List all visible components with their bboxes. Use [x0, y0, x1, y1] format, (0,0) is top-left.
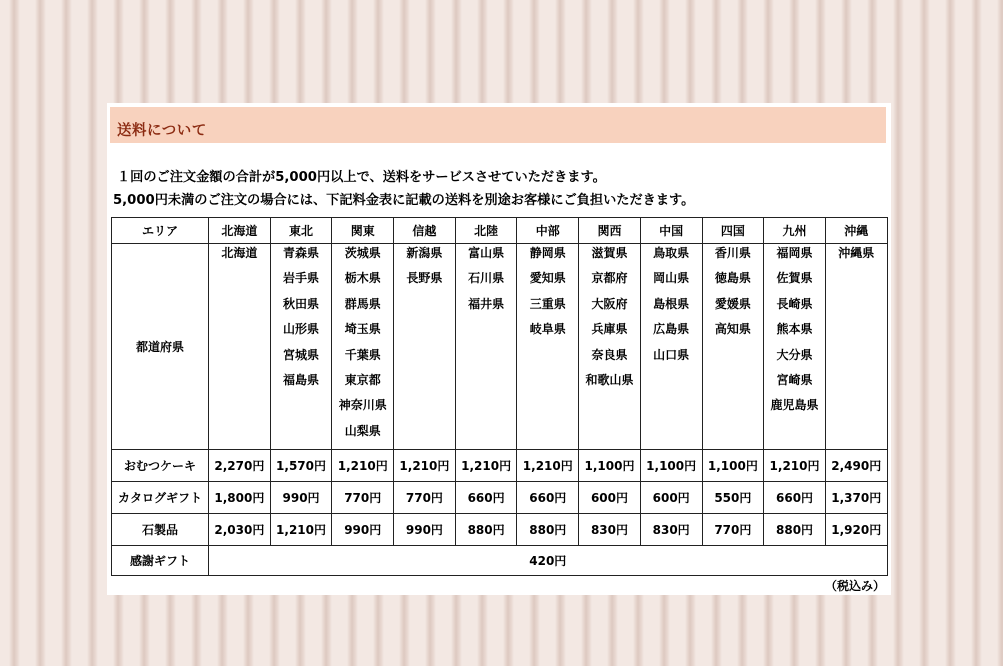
region-header: 中部 [517, 218, 579, 244]
price-cell: 880円 [764, 514, 826, 546]
prefecture-name: 大阪府 [591, 296, 628, 311]
price-cell: 1,210円 [394, 450, 456, 482]
prefecture-list [271, 244, 332, 398]
prefecture-list [394, 244, 455, 297]
prefecture-list [456, 244, 517, 322]
price-cell: 1,800円 [209, 482, 271, 514]
region-header: 九州 [764, 218, 826, 244]
prefecture-list [826, 244, 887, 271]
price-cell: 1,100円 [640, 450, 702, 482]
prefecture-list [703, 244, 764, 348]
prefecture-list [641, 244, 702, 373]
product-label: おむつケーキ [112, 450, 209, 482]
prefecture-name: 福井県 [468, 296, 505, 311]
prefecture-name: 熊本県 [776, 322, 813, 337]
prefecture-label: 都道府県 [112, 244, 209, 450]
prefecture-name: 佐賀県 [776, 271, 813, 286]
prefecture-name: 東京都 [344, 372, 381, 387]
prefecture-name: 福岡県 [776, 246, 813, 260]
price-cell: 1,210円 [270, 514, 332, 546]
prefecture-name: 岐阜県 [529, 322, 566, 337]
tax-included-note: （税込み） [824, 579, 885, 593]
section-heading: 送料について [117, 123, 207, 139]
prefecture-name: 高知県 [714, 322, 751, 337]
price-cell: 990円 [270, 482, 332, 514]
prefecture-list [579, 244, 640, 398]
section-heading-bar [110, 107, 886, 143]
price-cell: 990円 [394, 514, 456, 546]
price-cell: 660円 [517, 482, 579, 514]
prefecture-list [764, 244, 825, 424]
prefecture-name: 富山県 [468, 246, 505, 260]
prefecture-name: 鳥取県 [653, 246, 690, 260]
prefecture-cell [579, 244, 641, 450]
price-cell: 770円 [394, 482, 456, 514]
price-cell: 660円 [455, 482, 517, 514]
region-header: 北海道 [209, 218, 271, 244]
price-cell: 660円 [764, 482, 826, 514]
prefecture-name: 茨城県 [344, 246, 381, 260]
prefecture-name: 愛知県 [529, 271, 566, 286]
prefecture-name: 和歌山県 [585, 372, 634, 387]
prefecture-name: 神奈川県 [338, 398, 387, 413]
region-header: 関東 [332, 218, 394, 244]
price-cell: 550円 [702, 482, 764, 514]
prefecture-row [112, 244, 888, 450]
prefecture-name: 沖縄県 [838, 246, 875, 260]
prefecture-name: 宮崎県 [776, 372, 813, 387]
prefecture-name: 鹿児島県 [770, 398, 819, 413]
price-cell: 770円 [702, 514, 764, 546]
prefecture-name: 徳島県 [714, 271, 751, 286]
price-cell: 600円 [579, 482, 641, 514]
price-row [112, 450, 888, 482]
price-cell: 1,100円 [579, 450, 641, 482]
intro-line-2: 5,000円未満のご注文の場合には、下記料金表に記載の送料を別途お客様にご負担いただきます。 [113, 193, 695, 208]
prefecture-name: 青森県 [283, 246, 320, 260]
prefecture-list [209, 244, 270, 271]
prefecture-name: 兵庫県 [591, 322, 628, 337]
prefecture-name: 秋田県 [283, 296, 320, 311]
region-header: 沖縄 [825, 218, 887, 244]
region-header: 関西 [579, 218, 641, 244]
prefecture-name: 静岡県 [529, 246, 566, 260]
price-cell: 1,210円 [332, 450, 394, 482]
prefecture-name: 長野県 [406, 271, 443, 286]
price-cell: 880円 [455, 514, 517, 546]
region-header: 東北 [270, 218, 332, 244]
prefecture-cell [825, 244, 887, 450]
price-cell: 880円 [517, 514, 579, 546]
price-cell: 1,210円 [764, 450, 826, 482]
price-cell: 420円 [209, 546, 888, 576]
prefecture-name: 山口県 [653, 347, 690, 362]
prefecture-name: 愛媛県 [714, 296, 751, 311]
prefecture-name: 群馬県 [344, 296, 381, 311]
prefecture-name: 栃木県 [344, 271, 381, 286]
price-cell: 990円 [332, 514, 394, 546]
area-header: エリア [112, 218, 209, 244]
prefecture-name: 島根県 [653, 296, 690, 311]
prefecture-cell [702, 244, 764, 450]
prefecture-name: 岩手県 [283, 271, 320, 286]
prefecture-list [332, 244, 393, 449]
shipping-info-card [107, 103, 891, 595]
prefecture-name: 香川県 [714, 246, 751, 260]
price-cell: 770円 [332, 482, 394, 514]
prefecture-name: 奈良県 [591, 347, 628, 362]
prefecture-cell [394, 244, 456, 450]
intro-line-1: １回のご注文金額の合計が5,000円以上で、送料をサービスさせていただきます。 [117, 170, 606, 185]
price-cell: 1,370円 [825, 482, 887, 514]
region-header: 中国 [640, 218, 702, 244]
price-cell: 1,920円 [825, 514, 887, 546]
prefecture-name: 滋賀県 [591, 246, 628, 260]
prefecture-name: 山梨県 [344, 423, 381, 438]
price-cell: 1,570円 [270, 450, 332, 482]
price-cell: 600円 [640, 482, 702, 514]
thanks-gift-row [112, 546, 888, 576]
prefecture-name: 広島県 [653, 322, 690, 337]
price-cell: 2,270円 [209, 450, 271, 482]
prefecture-name: 京都府 [591, 271, 628, 286]
price-cell: 830円 [640, 514, 702, 546]
prefecture-cell [332, 244, 394, 450]
price-cell: 2,490円 [825, 450, 887, 482]
price-cell: 1,100円 [702, 450, 764, 482]
product-label: 石製品 [112, 514, 209, 546]
shipping-rate-table [111, 217, 888, 576]
price-cell: 1,210円 [517, 450, 579, 482]
prefecture-name: 宮城県 [283, 347, 320, 362]
prefecture-cell [270, 244, 332, 450]
prefecture-cell [209, 244, 271, 450]
region-header: 北陸 [455, 218, 517, 244]
price-cell: 830円 [579, 514, 641, 546]
product-label: カタログギフト [112, 482, 209, 514]
prefecture-name: 石川県 [468, 271, 505, 286]
price-cell: 2,030円 [209, 514, 271, 546]
prefecture-name: 山形県 [283, 322, 320, 337]
product-label: 感謝ギフト [112, 546, 209, 576]
prefecture-name: 大分県 [776, 347, 813, 362]
region-header: 四国 [702, 218, 764, 244]
table-header-row [112, 218, 888, 244]
prefecture-name: 長崎県 [776, 296, 813, 311]
prefecture-name: 新潟県 [406, 246, 443, 260]
price-row [112, 482, 888, 514]
prefecture-list [517, 244, 578, 348]
prefecture-name: 北海道 [221, 246, 258, 260]
prefecture-name: 福島県 [283, 372, 320, 387]
prefecture-cell [455, 244, 517, 450]
prefecture-cell [517, 244, 579, 450]
price-row [112, 514, 888, 546]
prefecture-name: 埼玉県 [344, 322, 381, 337]
region-header: 信越 [394, 218, 456, 244]
prefecture-cell [764, 244, 826, 450]
prefecture-name: 三重県 [529, 296, 566, 311]
price-cell: 1,210円 [455, 450, 517, 482]
prefecture-name: 千葉県 [344, 347, 381, 362]
prefecture-name: 岡山県 [653, 271, 690, 286]
prefecture-cell [640, 244, 702, 450]
